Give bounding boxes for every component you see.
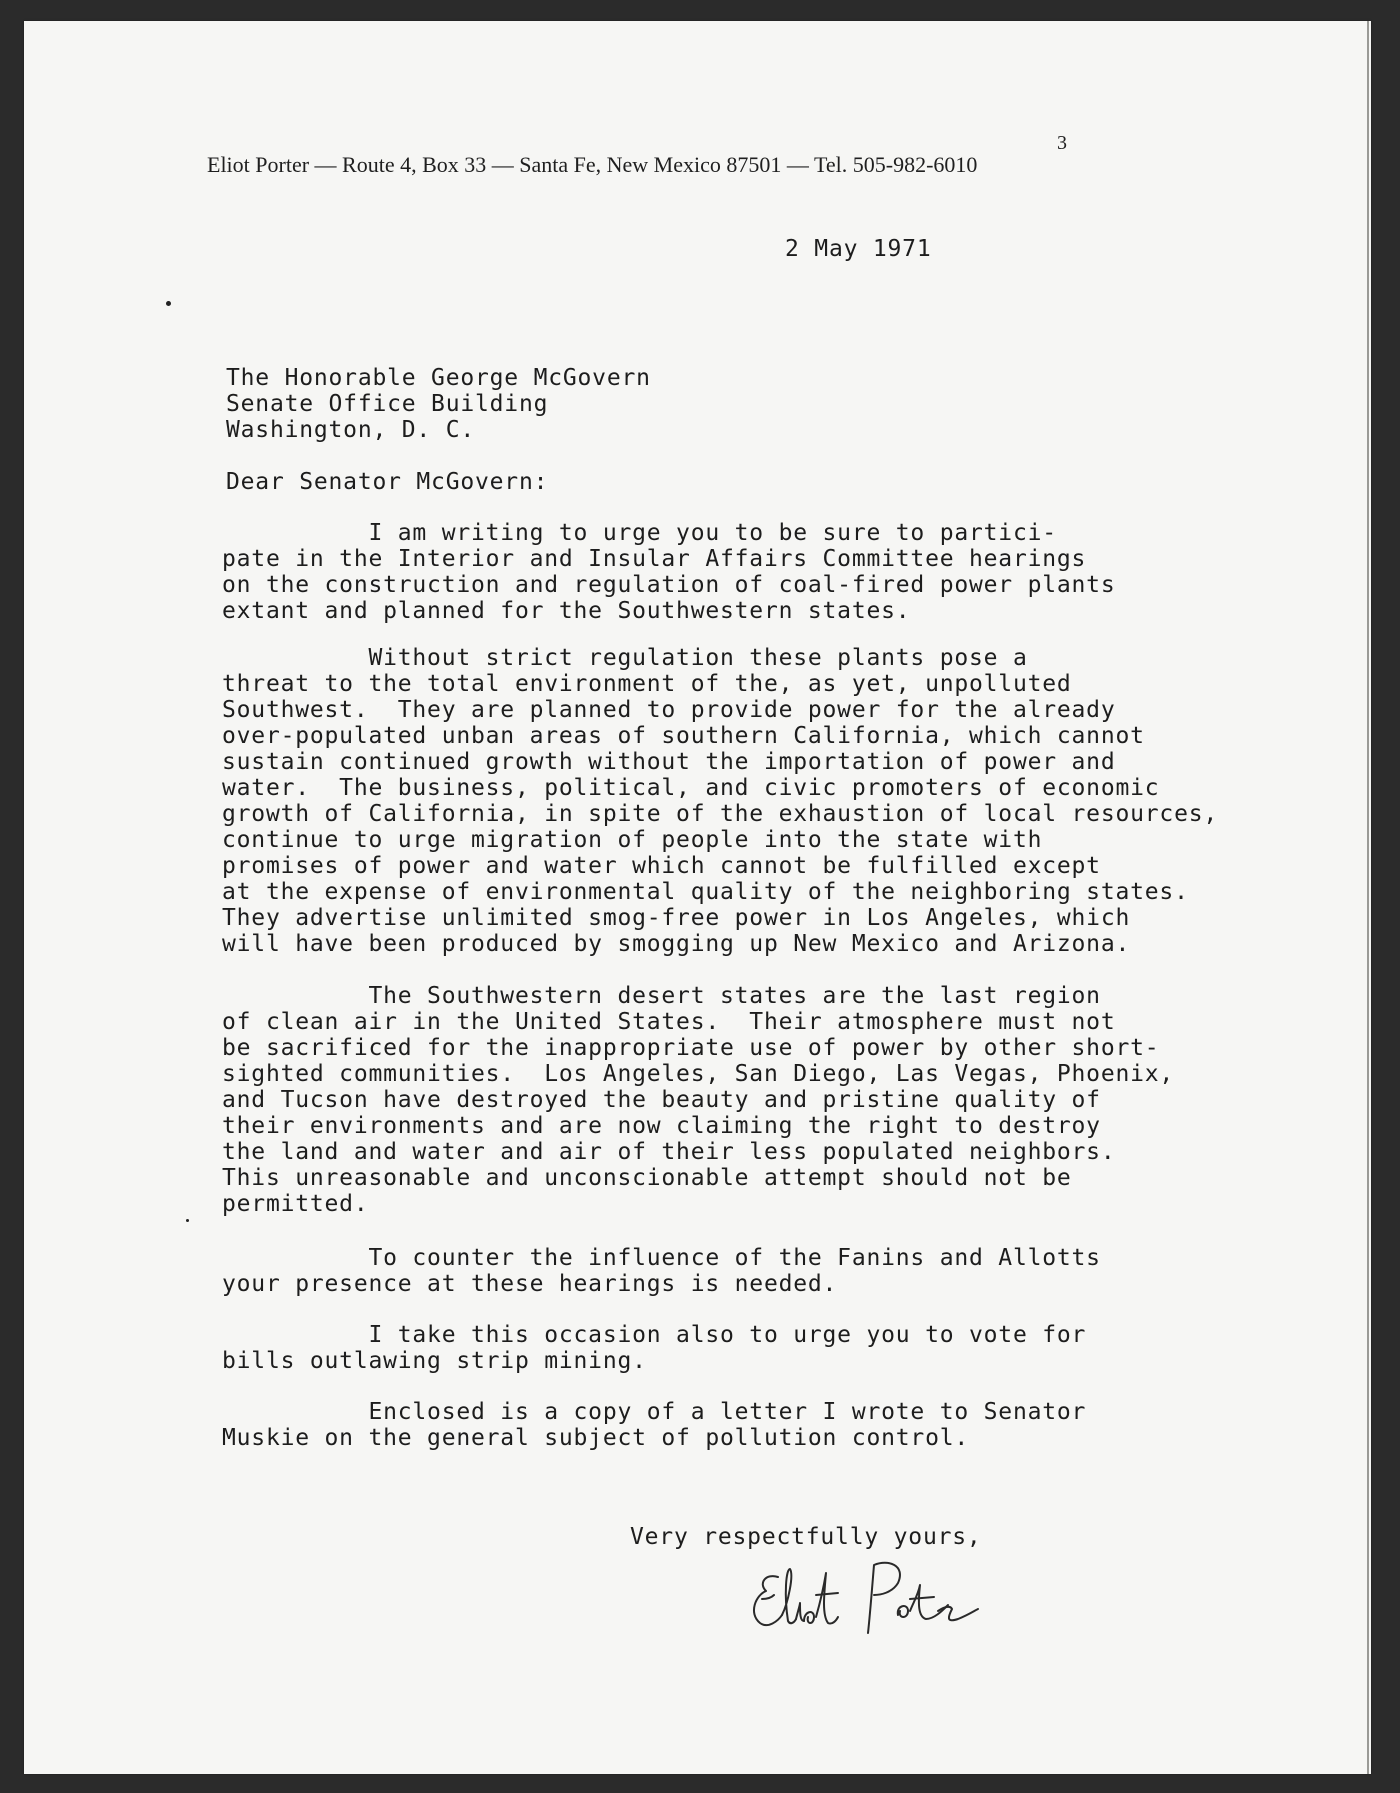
body-line: continue to urge migration of people into the state with [222,827,1043,853]
body-line: They advertise unlimited smog-free power in Los Angeles, which [222,905,1131,931]
page-edge [1367,21,1369,1774]
page-number-mark: 3 [1057,132,1067,154]
body-line: over-populated unban areas of southern California, which cannot [222,723,1145,749]
body-line: their environments and are now claiming the right to destroy [222,1113,1101,1139]
body-line: growth of California, in spite of the exhaustion of local resources, [222,801,1219,827]
recipient-line: Senate Office Building [226,391,549,417]
body-line: bills outlawing strip mining. [222,1348,647,1374]
body-line: will have been produced by smogging up New Mexico and Arizona. [222,931,1131,957]
recipient-line: Washington, D. C. [226,417,476,443]
body-line: I take this occasion also to urge you to vote for [222,1322,1087,1348]
body-line: To counter the influence of the Fanins and Allotts [222,1245,1101,1271]
salutation: Dear Senator McGovern: [226,469,549,495]
body-line: and Tucson have destroyed the beauty and pristine quality of [222,1087,1101,1113]
body-line: permitted. [222,1191,369,1217]
body-line: your presence at these hearings is needed. [222,1271,838,1297]
recipient-line: The Honorable George McGovern [226,365,651,391]
body-line: Muskie on the general subject of pollution control. [222,1425,970,1451]
body-line: sighted communities. Los Angeles, San Diego, Las Vegas, Phoenix, [222,1061,1175,1087]
handwritten-signature [738,1555,988,1645]
letter-date: 2 May 1971 [785,236,932,262]
body-line: pate in the Interior and Insular Affairs Committee hearings [222,546,1087,572]
body-line: I am writing to urge you to be sure to partici- [222,520,1057,546]
body-line: This unreasonable and unconscionable attempt should not be [222,1165,1072,1191]
body-line: of clean air in the United States. Their atmosphere must not [222,1009,1116,1035]
body-line: sustain continued growth without the importation of power and [222,749,1116,775]
body-line: Southwest. They are planned to provide power for the already [222,697,1116,723]
body-line: Enclosed is a copy of a letter I wrote to Senator [222,1399,1087,1425]
letterhead: Eliot Porter — Route 4, Box 33 — Santa Fe, New Mexico 87501 — Tel. 505-982-6010 [207,152,978,177]
body-line: the land and water and air of their less populated neighbors. [222,1139,1116,1165]
closing: Very respectfully yours, [630,1524,982,1550]
body-line: at the expense of environmental quality of the neighboring states. [222,879,1189,905]
body-line: threat to the total environment of the, as yet, unpolluted [222,671,1072,697]
body-line: water. The business, political, and civic promoters of economic [222,775,1160,801]
body-line: Without strict regulation these plants pose a [222,645,1028,671]
stray-mark [186,1219,189,1222]
body-line: on the construction and regulation of coal-fired power plants [222,572,1116,598]
body-line: The Southwestern desert states are the last region [222,983,1101,1009]
body-line: be sacrificed for the inappropriate use of power by other short- [222,1035,1160,1061]
stray-mark [166,301,171,306]
body-line: promises of power and water which cannot be fulfilled except [222,853,1101,879]
body-line: extant and planned for the Southwestern states. [222,598,911,624]
